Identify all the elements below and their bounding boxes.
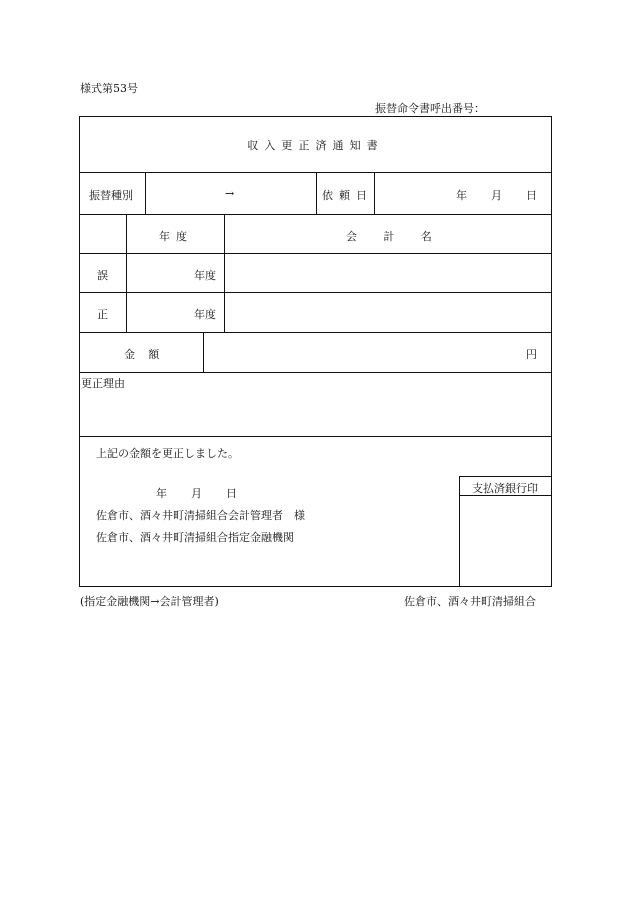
divider [126,214,127,332]
transfer-type-label: 振替種別 [89,189,133,202]
notice-date-day: 日 [226,487,237,500]
correct-entry-label: 正 [97,308,108,321]
wrong-entry-label: 誤 [97,269,108,282]
correct-fiscal-year: 年度 [194,308,216,321]
recipient-line: 佐倉市、酒々井町清掃組合会計管理者 様 [96,509,305,522]
form-number: 様式第53号 [80,82,138,95]
request-date-day: 日 [526,189,537,202]
notice-date-year: 年 [156,487,167,500]
request-date-year: 年 [456,189,467,202]
request-date-label: 依頼日 [322,189,374,202]
divider [80,292,551,293]
sender-line: 佐倉市、酒々井町清掃組合指定金融機関 [96,531,294,544]
wrong-fiscal-year: 年度 [194,269,216,282]
divider [459,476,551,477]
amount-label: 金額 [124,348,173,361]
organization-name: 佐倉市、酒々井町清掃組合 [404,595,536,608]
divider [80,214,551,215]
correction-reason-label: 更正理由 [81,377,125,390]
divider [80,332,551,333]
reference-number-label: 振替命令書呼出番号： [375,102,485,115]
divider [80,436,551,437]
routing-note: (指定金融機関→会計管理者) [80,595,219,608]
divider [145,172,146,214]
notice-form [79,116,552,587]
fiscal-year-header: 年度 [159,230,194,243]
divider [224,214,225,332]
form-title: 収入更正済通知書 [247,139,384,152]
transfer-arrow: → [225,187,235,200]
divider [80,372,551,373]
correction-statement: 上記の金額を更正しました。 [96,447,239,460]
account-name-header: 会計名 [346,230,459,243]
notice-date-month: 月 [191,487,202,500]
divider [316,172,317,214]
divider [374,172,375,214]
bank-stamp-label: 支払済銀行印 [472,482,538,495]
divider [203,332,204,372]
request-date-month: 月 [491,189,502,202]
divider [459,495,551,496]
currency-label: 円 [526,348,537,361]
divider [80,253,551,254]
